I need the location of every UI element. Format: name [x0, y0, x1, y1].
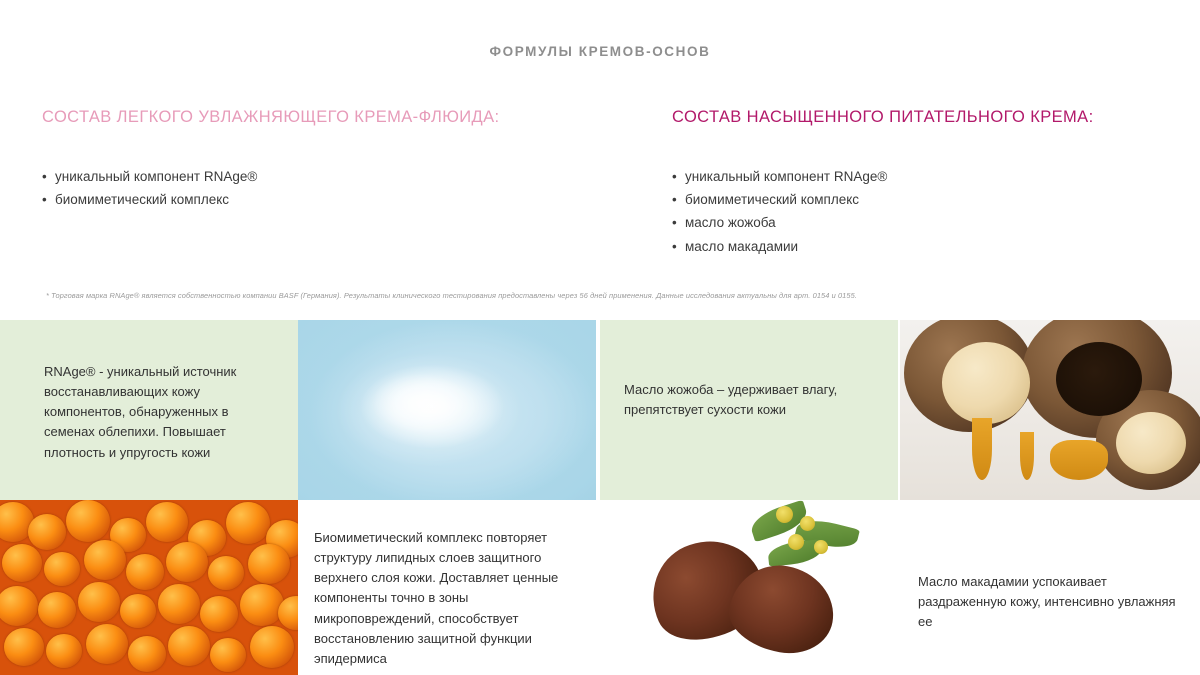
jojoba-text: Масло жожоба – удерживает влагу, препятствует сухости кожи — [624, 382, 838, 418]
list-item: • уникальный компонент RNAge® — [42, 165, 602, 188]
macadamia-text: Масло макадамии успокаивает раздраженную кожу, интенсивно увлажняя ее — [918, 574, 1176, 630]
right-column-list — [672, 165, 1172, 258]
list-item: • биомиметический комплекс — [672, 188, 1172, 211]
biomimetic-text: Биомиметический комплекс повторяет структуру липидных слоев защитного верхнего слоя кожи. Доставляет ценные компоненты точно в зоны микроповреждений, способствует восстановлению защитной функции эпидермиса — [314, 530, 559, 666]
macadamia-nuts-honey-photo — [900, 320, 1200, 500]
list-item: • уникальный компонент RNAge® — [672, 165, 1172, 188]
list-item: • масло макадамии — [672, 235, 1172, 258]
left-column-list — [42, 165, 602, 211]
sea-buckthorn-berries-photo — [0, 500, 298, 675]
footnote: * Торговая марка RNAge® является собственностью компании BASF (Германия). Результаты клинического тестирования предоставлены через 56 дней применения. Данные исследования актуальны для арт. 0154 и 0155. — [46, 291, 857, 300]
left-column-heading: СОСТАВ ЛЕГКОГО УВЛАЖНЯЮЩЕГО КРЕМА-ФЛЮИДА: — [42, 108, 500, 126]
rnage-text-panel — [0, 320, 298, 500]
jojoba-text-panel — [600, 320, 898, 500]
left-column — [42, 108, 602, 211]
right-column-heading: СОСТАВ НАСЫЩЕННОГО ПИТАТЕЛЬНОГО КРЕМА: — [672, 108, 1094, 126]
macadamia-nuts-image — [900, 320, 1200, 500]
page-title: ФОРМУЛЫ КРЕМОВ-ОСНОВ — [489, 44, 711, 59]
cream-swirl-image — [298, 320, 596, 500]
list-item: • биомиметический комплекс — [42, 188, 602, 211]
rnage-text: RNAge® - уникальный источник восстанавливающих кожу компонентов, обнаруженных в семенах облепихи. Повышает плотность и упругость кожи — [44, 364, 237, 460]
jojoba-plant-image — [600, 500, 898, 675]
list-item: • масло жожоба — [672, 211, 1172, 234]
jojoba-seed-flower-photo — [600, 500, 898, 675]
berries-image — [0, 500, 298, 675]
biomimetic-text-panel — [298, 500, 596, 675]
macadamia-text-panel — [900, 500, 1200, 675]
mosaic-grid — [0, 320, 1200, 675]
cream-swirl-photo — [298, 320, 596, 500]
right-column — [672, 108, 1172, 258]
